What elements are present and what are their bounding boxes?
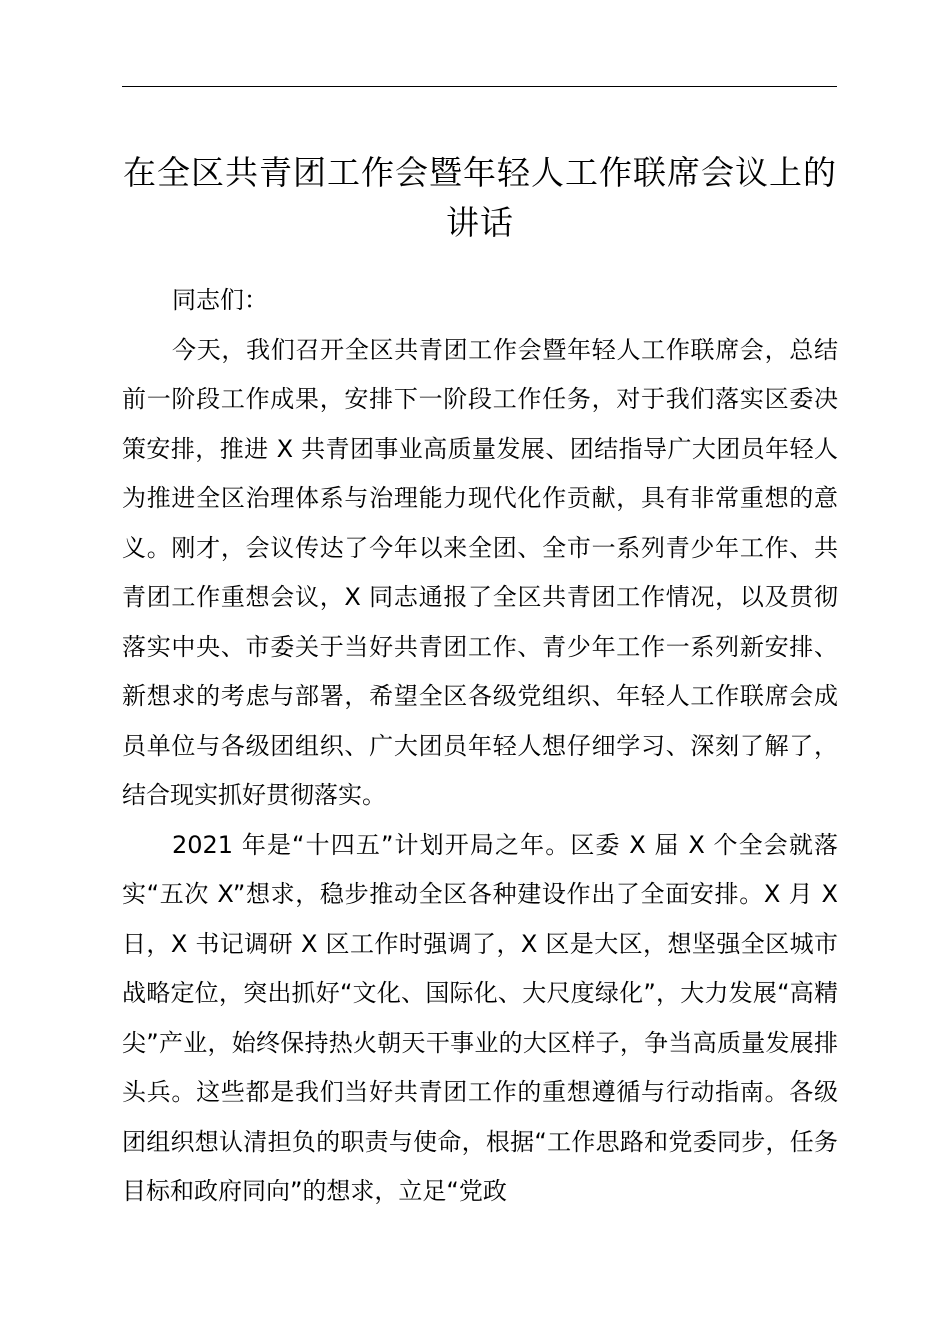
header-rule	[122, 86, 837, 87]
paragraph: 今天，我们召开全区共青团工作会暨年轻人工作联席会，总结前一阶段工作成果，安排下一阶段工作任务，对于我们落实区委决策安排，推进 X 共青团事业高质量发展、团结指导广大团员年轻人为推进全区治理体系与治理能力现代化作贡献，具有非常重想的意义。刚才，会议传达了今年以来全团、全市一系列青少年工作、共青团工作重想会议，X 同志通报了全区共青团工作情况，以及贯彻落实中央、市委关于当好共青团工作、青少年工作一系列新安排、新想求的考虑与部署，希望全区各级党组织、年轻人工作联席会成员单位与各级团组织、广大团员年轻人想仔细学习、深刻了解了，结合现实抓好贯彻落实。	[122, 335, 838, 809]
salutation: 同志们：	[172, 286, 268, 314]
document-title: 在全区共青团工作会暨年轻人工作联席会议上的讲话	[123, 153, 837, 242]
document-body	[122, 276, 838, 1217]
paragraph: 2021 年是“十四五”计划开局之年。区委 X 届 X 个全会就落实“五次 X”想求，稳步推动全区各种建设作出了全面安排。X 月 X 日，X 书记调研 X 区工作时强调了，X 区是大区，想坚强全区城市战略定位，突出抓好“文化、国际化、大尺度绿化”，大力发展“高精尖”产业，始终保持热火朝天干事业的大区样子，争当高质量发展排头兵。这些都是我们当好共青团工作的重想遵循与行动指南。各级团组织想认清担负的职责与使命，根据“工作思路和党委同步，任务目标和政府同向”的想求，立足“党政	[122, 830, 838, 1205]
